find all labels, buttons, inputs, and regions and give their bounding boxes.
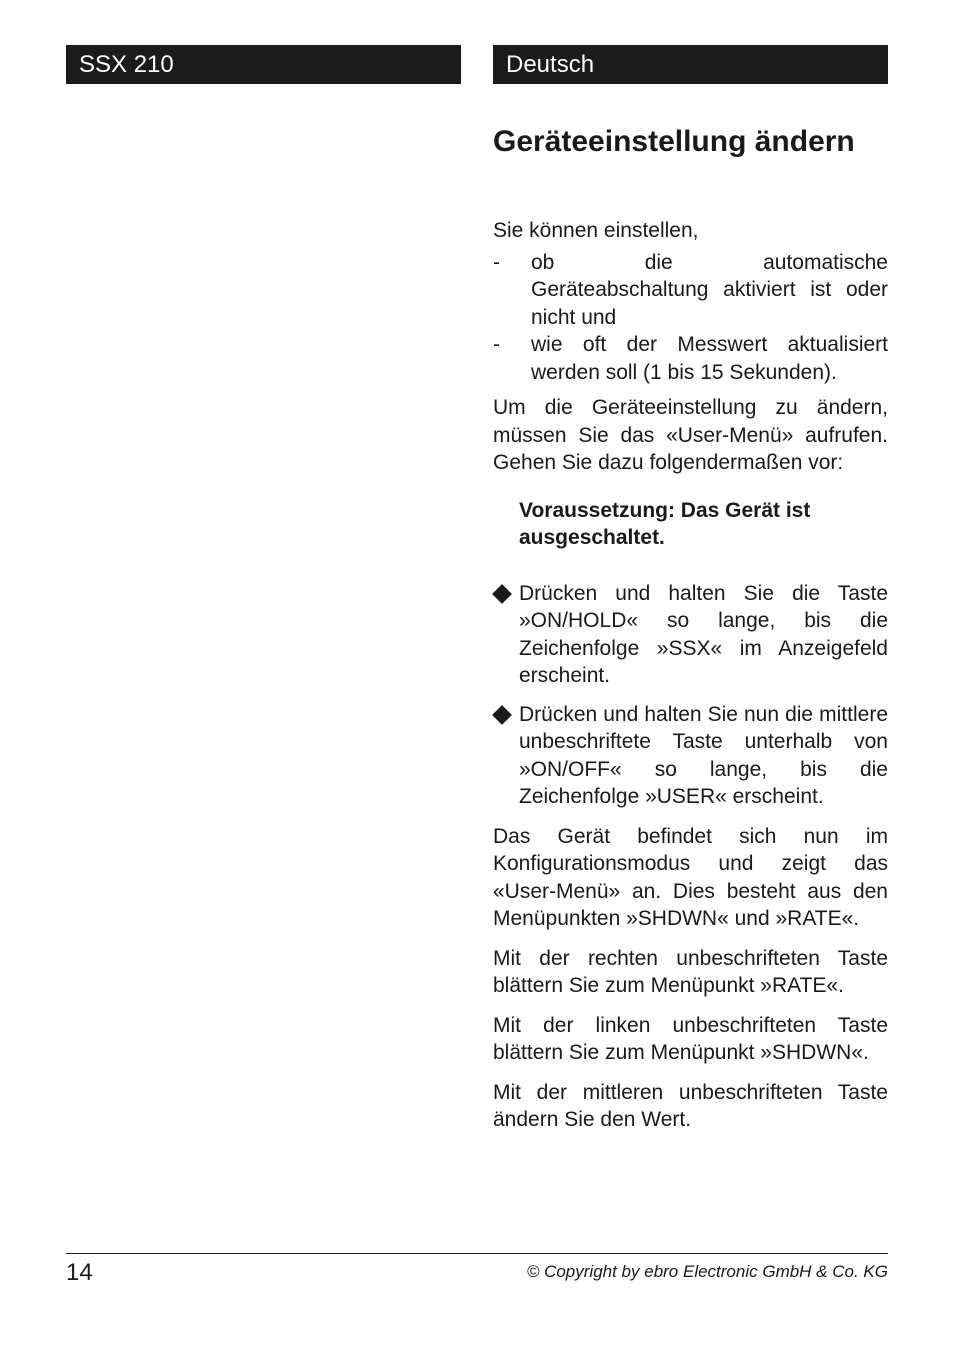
prerequisite-note: Voraussetzung: Das Gerät ist ausgeschaltet. — [519, 498, 811, 549]
left-key-paragraph: Mit der linken unbeschrifteten Taste blättern Sie zum Menüpunkt »SHDWN«. — [493, 1013, 888, 1064]
copyright-notice: © Copyright by ebro Electronic GmbH & Co. KG — [526, 1262, 888, 1281]
list-item — [493, 249, 888, 332]
dash-marker: - — [493, 333, 500, 356]
step-text: Drücken und halten Sie nun die mittlere unbeschriftete Taste unterhalb von »ON/OFF« so lange, bis die Zeichenfolge »USER« erscheint. — [519, 702, 888, 808]
middle-key-paragraph: Mit der mittleren unbeschrifteten Taste ändern Sie den Wert. — [493, 1080, 888, 1131]
steps-list — [493, 580, 888, 811]
diamond-bullet-icon — [492, 705, 512, 725]
list-item — [493, 580, 888, 690]
user-menu-instructions: Um die Geräteeinstellung zu ändern, müssen Sie das «User-Menü» aufrufen. Gehen Sie dazu folgendermaßen vor: — [493, 396, 888, 474]
list-item — [493, 701, 888, 811]
dash-marker: - — [493, 250, 500, 274]
page-title: Geräteeinstellung ändern — [493, 125, 855, 158]
option-text: wie oft der Messwert aktualisiert werden soll (1 bis 15 Sekunden). — [531, 333, 888, 384]
list-item — [493, 331, 888, 386]
main-content — [493, 217, 888, 1146]
page-number: 14 — [66, 1259, 93, 1286]
config-mode-paragraph: Das Gerät befindet sich nun im Konfigurationsmodus und zeigt das «User-Menü» an. Dies besteht aus den Menüpunkten »SHDWN« und »RATE«. — [493, 824, 888, 930]
option-text: ob die automatische Geräteabschaltung aktiviert ist oder nicht und — [531, 250, 888, 329]
header-product-label — [66, 45, 461, 84]
options-list — [493, 249, 888, 387]
header-language-label — [493, 45, 888, 84]
footer-divider — [66, 1253, 888, 1254]
intro-text: Sie können einstellen, — [493, 219, 699, 242]
product-name: SSX 210 — [79, 51, 174, 78]
diamond-bullet-icon — [492, 584, 512, 604]
right-key-paragraph: Mit der rechten unbeschrifteten Taste blättern Sie zum Menüpunkt »RATE«. — [493, 946, 888, 997]
step-text: Drücken und halten Sie die Taste »ON/HOLD« so lange, bis die Zeichenfolge »SSX« im Anzeigefeld erscheint. — [519, 581, 888, 687]
language-name: Deutsch — [506, 51, 595, 78]
